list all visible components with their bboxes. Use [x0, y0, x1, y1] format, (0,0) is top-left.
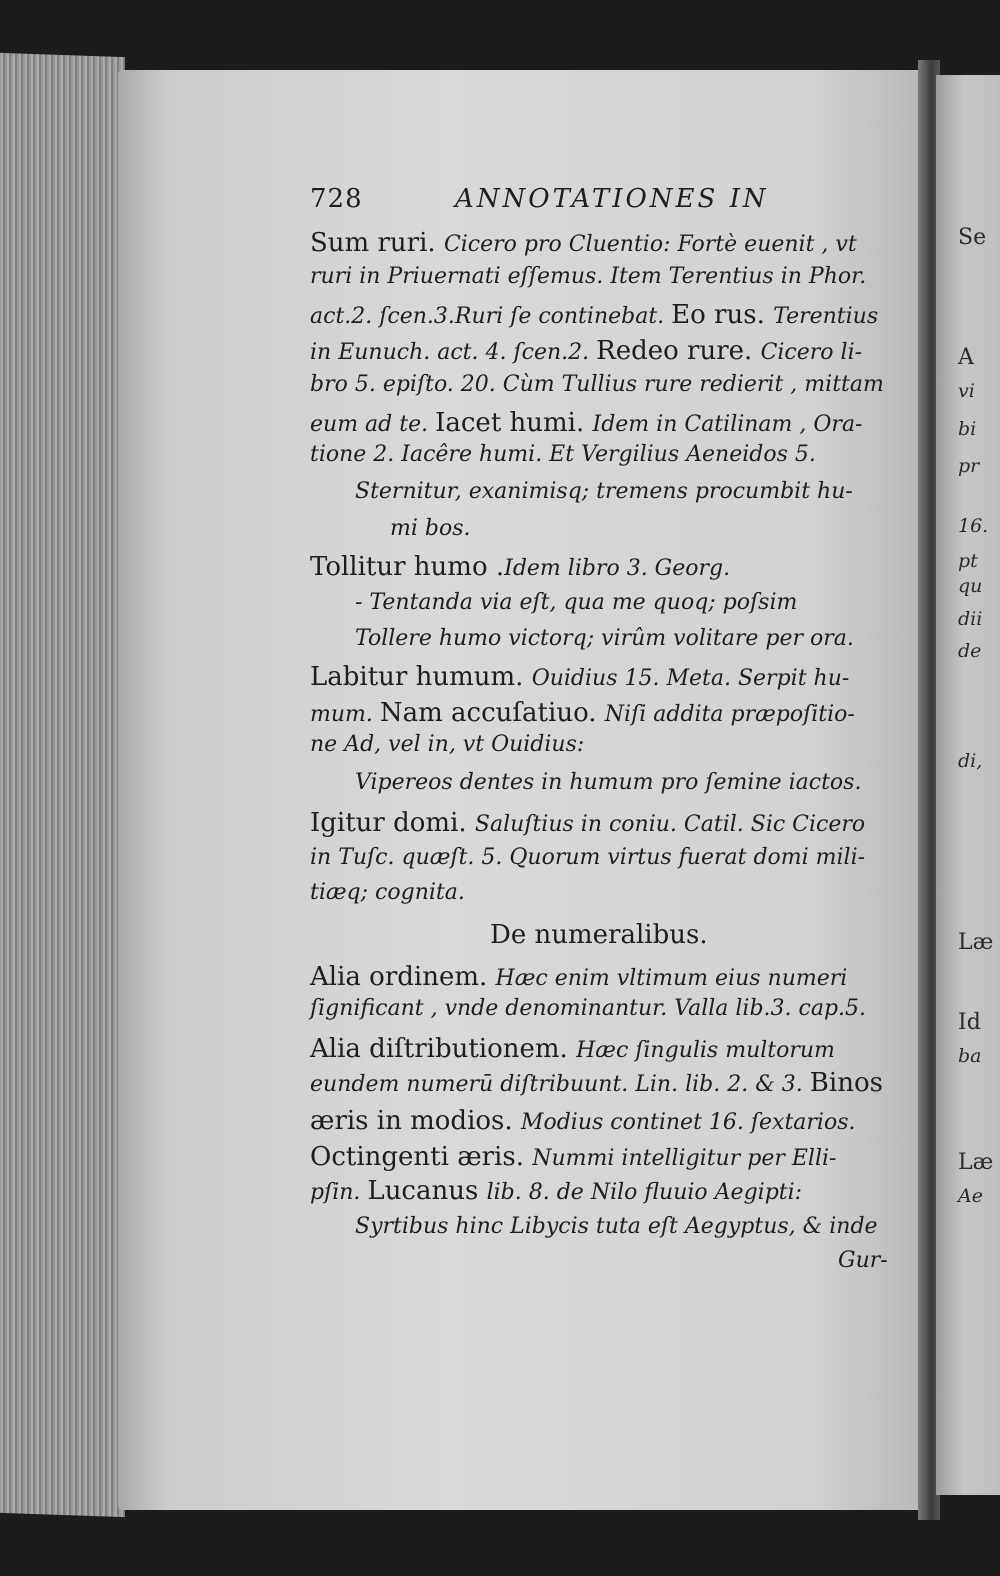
commentary-text: eum ad te.: [310, 412, 436, 437]
text-line: [310, 845, 865, 870]
commentary-text: tiæq; cognita.: [310, 880, 465, 905]
commentary-text: Idem in Catilinam , Ora-: [592, 412, 863, 437]
text-line: [355, 590, 797, 615]
facing-text-fragment: 16.: [958, 515, 989, 537]
commentary-text: ne Ad, vel in, vt Ouidius:: [310, 732, 585, 757]
text-line: [310, 698, 855, 728]
facing-text-fragment: bi: [958, 418, 977, 440]
text-line: [310, 264, 866, 289]
text-line: [355, 479, 853, 504]
facing-text-fragment: qu: [958, 575, 983, 597]
commentary-text: mi bos.: [390, 516, 471, 541]
text-line: [838, 1248, 888, 1273]
lemma-text: Redeo rure.: [596, 336, 761, 366]
text-line: [310, 336, 862, 366]
commentary-text: Saluſtius in coniu. Catil. Sic Cicero: [474, 812, 866, 837]
lemma-text: Lucanus: [367, 1176, 487, 1206]
text-line: [310, 662, 849, 692]
commentary-text: Niſi addita præpoſitio-: [604, 702, 855, 727]
facing-text-fragment: pt: [958, 550, 978, 572]
lemma-text: Octingenti æris.: [310, 1142, 533, 1172]
text-line: [310, 228, 857, 258]
text-line: [310, 372, 884, 397]
lemma-text: Iacet humi.: [435, 408, 593, 438]
text-line: [310, 732, 584, 757]
commentary-text: Syrtibus hinc Libycis tuta eſt Aegyptus, & inde: [355, 1214, 878, 1239]
lemma-text: Eo rus.: [671, 300, 774, 330]
lemma-text: Binos: [809, 1068, 883, 1098]
commentary-text: ſignificant , vnde denominantur. Valla lib.3. cap.5.: [310, 996, 867, 1021]
commentary-text: Idem libro 3. Georg.: [504, 556, 731, 581]
text-line: [310, 300, 878, 330]
page-header: [310, 184, 769, 214]
commentary-text: Terentius: [773, 304, 879, 329]
commentary-text: Ouidius 15. Meta. Serpit hu-: [531, 666, 850, 691]
commentary-text: in Eunuch. act. 4. ſcen.2.: [310, 340, 597, 365]
commentary-text: act.2. ſcen.3.Ruri ſe continebat.: [310, 304, 672, 329]
facing-text-fragment: pr: [958, 455, 980, 477]
text-line: [310, 808, 865, 838]
facing-text-fragment: Se: [958, 225, 987, 250]
facing-text-fragment: dii: [958, 608, 983, 630]
lemma-text: Alia ordinem.: [310, 962, 496, 992]
text-line: [310, 1034, 835, 1064]
commentary-text: mum.: [310, 702, 380, 727]
text-line: [390, 516, 471, 541]
commentary-text: tione 2. Iacêre humi. Et Vergilius Aeneidos 5.: [310, 442, 816, 467]
text-line: [310, 1176, 802, 1206]
text-line: [355, 770, 861, 795]
text-line: [310, 1068, 883, 1098]
commentary-text: Sternitur, exanimisq; tremens procumbit hu-: [355, 479, 853, 504]
lemma-text: Nam accuſatiuo.: [379, 698, 605, 728]
commentary-text: - Tentanda via eſt, qua me quoq; poſsim: [355, 590, 798, 615]
lemma-text: Alia diſtributionem.: [310, 1034, 577, 1064]
page-edges: [0, 53, 125, 1517]
commentary-text: Tollere humo victorq; virûm volitare per ora.: [355, 626, 854, 651]
commentary-text: ruri in Priuernati eſſemus. Item Terentius in Phor.: [310, 264, 867, 289]
commentary-text: in Tuſc. quæſt. 5. Quorum virtus fuerat domi mili-: [310, 845, 866, 870]
commentary-text: eundem numerū diſtribuunt. Lin. lib. 2. & 3.: [310, 1072, 810, 1097]
facing-text-fragment: Id: [958, 1010, 981, 1035]
text-line: [310, 880, 465, 905]
commentary-text: Cicero li-: [760, 340, 863, 365]
commentary-text: pſin.: [310, 1180, 368, 1205]
facing-text-fragment: Læ: [958, 930, 994, 955]
lemma-text: Labitur humum.: [310, 662, 532, 692]
lemma-text: Sum ruri.: [310, 228, 444, 258]
facing-text-fragment: ba: [958, 1045, 982, 1067]
facing-text-fragment: de: [958, 640, 982, 662]
facing-text-fragment: vi: [958, 380, 975, 402]
commentary-text: Hæc enim vltimum eius numeri: [495, 966, 848, 991]
facing-text-fragment: Ae: [958, 1185, 983, 1207]
facing-text-fragment: A: [958, 345, 974, 370]
commentary-text: Hæc ſingulis multorum: [576, 1038, 835, 1063]
text-line: [310, 442, 816, 467]
commentary-text: Gur-: [838, 1248, 888, 1273]
lemma-text: æris in modios.: [310, 1106, 521, 1136]
facing-text-fragment: di,: [958, 750, 983, 772]
lemma-text: Tollitur humo .: [310, 552, 505, 582]
text-line: [310, 962, 847, 992]
commentary-text: Modius continet 16. ſextarios.: [520, 1110, 856, 1135]
section-heading: De numeralibus.: [490, 920, 708, 950]
lemma-text: Igitur domi.: [310, 808, 475, 838]
running-head: ANNOTATIONES IN: [455, 184, 769, 214]
text-line: [355, 626, 854, 651]
text-line: [310, 408, 863, 438]
facing-text-fragment: Læ: [958, 1150, 994, 1175]
text-line: [310, 996, 866, 1021]
text-line: [310, 552, 730, 582]
text-line: [355, 1214, 878, 1239]
text-line: [310, 1106, 856, 1136]
commentary-text: Vipereos dentes in humum pro ſemine iactos.: [355, 770, 862, 795]
commentary-text: lib. 8. de Nilo fluuio Aegipti:: [486, 1180, 803, 1205]
commentary-text: bro 5. epiſto. 20. Cùm Tullius rure redierit , mittam: [310, 372, 884, 397]
folio-number: 728: [310, 184, 363, 214]
text-line: [310, 1142, 836, 1172]
commentary-text: Cicero pro Cluentio: Fortè euenit , vt: [443, 232, 857, 257]
commentary-text: Nummi intelligitur per Elli-: [532, 1146, 837, 1171]
recto-page-fragment: [936, 75, 1000, 1495]
